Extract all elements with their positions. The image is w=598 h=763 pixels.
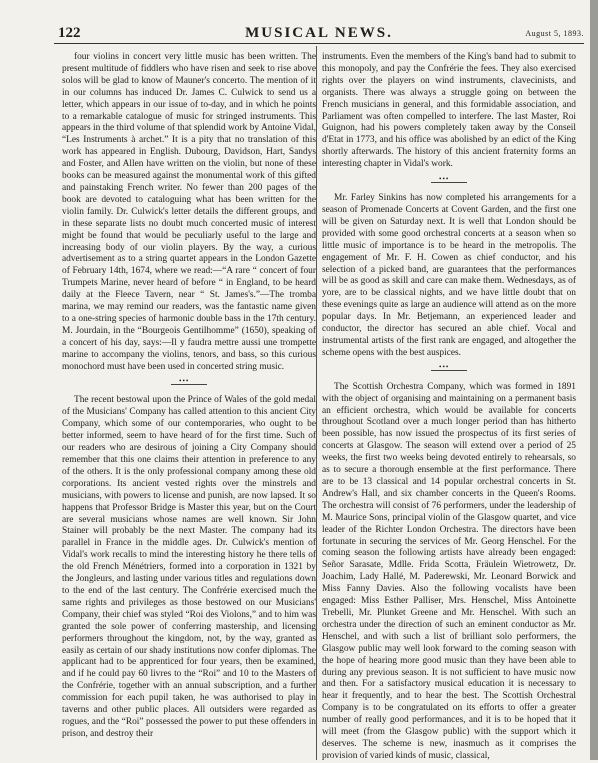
article-paragraph: The Scottish Orchestra Company, which was formed in 1891 with the object of organising and maintaining on a permanent basis an efficient orchestra, which would be available for concerts throughout Scotland over a much longer period than has hitherto been possible, has now issued the prospectus of its first series of concerts at Glasgow. The season will extend over a period of 25 weeks, the first two weeks being devoted entirely to rehearsals, so as to secure a thorough ensemble at the first performance. There are to be 13 classical and 14 popular orchestral concerts in St. Andrew's Hall, and six chamber concerts in the Queen's Rooms. The orchestra will consist of 76 performers, under the leadership of M. Maurice Sons, principal violin of the Glasgow quartet, and vice leader of the Richter London Orchestra. The directors have been fortunate in securing the services of Mr. Georg Henschel. For the coming season the following artists have already been engaged: Señor Sarasate, Mdlle. Frida Scotta, Fräulein Wietrowetz, Dr. Joachim, Lady Hallé, M. Paderewski, Mr. Leonard Borwick and Miss Fanny Davies. Also the following vocalists have been engaged: Miss Esther Palliser, Mrs. Henschel, Miss Antoinette Trebelli, Mr. Plunket Greene and Mr. Henschel. With such an orchestra under the direction of such an eminent conductor as Mr. Henschel, and with such a list of brilliant solo performers, the Glasgow public may well look forward to the coming season with the hope of hearing more good music than they have been able to during any previous season. It is not sufficient to have music now and then. For a satisfactory musical education it is necessary to hear it frequently, and to hear the best. The Scottish Orchestral Company is to be congratulated on its efforts to offer a greater number of really good performances, and it is to be hoped that it will meet (from the Glasgow public) with the support which it deserves. The scheme is new, inasmuch as it comprises the provision of varied kinds of music, classical,	[322, 381, 576, 761]
section-separator	[322, 171, 576, 193]
article-paragraph: Mr. Farley Sinkins has now completed his arrangements for a season of Promenade Concerts at Covent Garden, and the first one will be given on Saturday next. It is well that London should be provided with some good orchestral concerts at a season when so little music of importance is to be heard in the metropolis. The engagement of Mr. F. H. Cowen as chief conductor, and his selection of a picked band, are guarantees that the performances will be as good as skill and care can make them. Wednesdays, as of yore, are to be classical nights, and we have little doubt that on these evenings quite as large an audience will attend as on the more popular days. In Mr. Betjemann, an experienced leader and conductor, the director has secured an able chief. Vocal and instrumental artists of the first rank are engaged, and altogether the scheme opens with the best auspices.	[322, 193, 576, 358]
left-column	[62, 52, 316, 741]
article-paragraph: The recent bestowal upon the Prince of Wales of the gold medal of the Musicians' Company has called attention to this ancient City Company, which some of our contemporaries, who ought to be better informed, seem to have heard of for the first time. Such of our readers who are desirous of joining a City Company should remember that this one claims their attention in preference to any of the others. It is the only professional company among these old corporations. Its ancient vested rights over the minstrels and musicians, with powers to license and punish, are now lapsed. It so happens that Professor Bridge is Master this year, but on the Court are several musicians whose names are well known. Sir John Stainer will probably be the next Master. The company had its parallel in France in the middle ages. Dr. Culwick's mention of Vidal's work recalls to mind the interesting history he there tells of the old French Ménétriers, formed into a corporation in 1321 by the Jongleurs, and lasting under various titles and regulations down to the end of the last century. The Confrérie exercised much the same rights and privileges as those bestowed on our Musicians' Company, their chief was styled “Roi des Violons,” and to him was granted the sole power of conferring mastership, and licensing performers throughout the kingdom, not, by the way, granted as easily as certain of our shady institutions now confer diplomas. The applicant had to be apprenticed for four years, then be examined, and if he could pay 60 livres to the “Roi” and 10 to the Masters of the Confrérie, together with an annual subscription, and a further commission for each pupil taken, he was authorised to play in taverns and other public places. All outsiders were regarded as rogues, and the “Roi” possessed the power to put these offenders in prison, and destroy their	[62, 395, 316, 739]
section-separator	[322, 360, 576, 382]
section-separator	[62, 373, 316, 395]
column-divider	[316, 46, 317, 760]
page-header	[54, 25, 584, 44]
article-paragraph: instruments. Even the members of the King's band had to submit to this monopoly, and pay the Confrérie the fees. They also exercised rights over the players on wind instruments, clavecinists, and organists. There was always a struggle going on between the French musicians in general, and this formidable association, and Parliament was often compelled to interfere. The last Master, Roi Guignon, had his powers completely taken away by the Conseil d'Etat in 1773, and his office was abolished by an edict of the King shortly afterwards. The history of this ancient fraternity forms an interesting chapter in Vidal's work.	[322, 52, 576, 170]
issue-date: August 5, 1893.	[525, 29, 584, 38]
page-edge	[590, 0, 598, 760]
right-column	[322, 52, 576, 763]
article-paragraph: four violins in concert very little music has been written. The present multitude of fiddlers who have risen and seek to rise above solos will be glad to know of Mauner's concerto. The mention of it in our columns has induced Dr. James C. Culwick to send us a letter, which appears in our issue of to-day, and in which he points to a remarkable catalogue of music for stringed instruments. This appears in the third volume of that splendid work by Antoine Vidal, “Les Instruments à archet.” It is a pity that no translation of this work has appeared in English. Dubourg, Davidson, Hart, Sandys and Foster, and Allen have written on the violin, but none of these books can be measured against the monumental work of this gifted and painstaking French writer. No fewer than 200 pages of the book are devoted to cataloguing what has been written for the violin family. Dr. Culwick's letter details the different groups, and in these separate lists no doubt much concerted music of interest might be found that would be peculiarly useful to the large and increasing body of our violin players. By the way, a curious advertisement as to a string quartet appears in the London Gazette of February 14th, 1674, where we read:—“A rare “ concert of four Trumpets Marine, never heard of before “ in England, to be heard daily at the Fleece Tavern, near “ St. James's.”—The tromba marina, we may remind our readers, was the fantastic name given to a one-string species of harmonic double bass in the 17th century. M. Jourdain, in the “Bourgeois Gentilhomme” (1650), speaking of a concert of his day, says:—Il y faudra mettre aussi une trompette marine to accompany the violins, tenors, and bass, so this curious monochord must have been used in concerted string music.	[62, 52, 316, 372]
journal-title: MUSICAL NEWS.	[245, 25, 393, 41]
page-number: 122	[58, 25, 81, 41]
